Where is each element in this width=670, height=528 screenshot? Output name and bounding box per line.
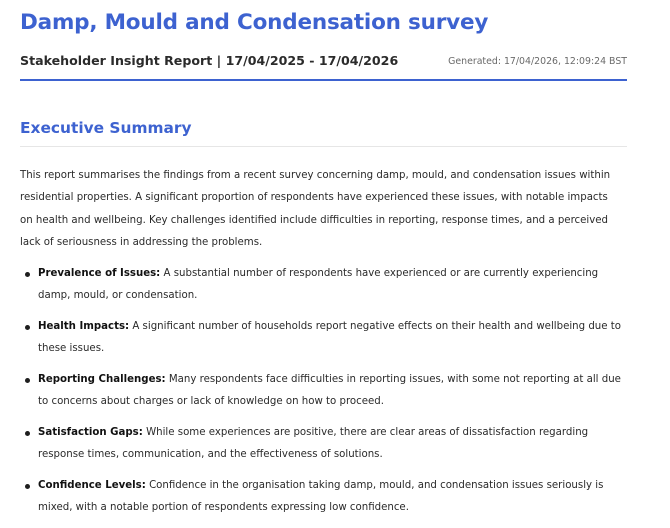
finding-label: Satisfaction Gaps: <box>38 426 143 438</box>
finding-label: Confidence Levels: <box>38 479 146 491</box>
report-date-range: Stakeholder Insight Report | 17/04/2025 - 17/04/2026 <box>20 53 399 68</box>
finding-reporting-challenges <box>20 369 627 414</box>
bullet-icon <box>25 431 30 436</box>
report-meta <box>20 53 627 71</box>
executive-summary-heading: Executive Summary <box>20 119 192 137</box>
section-divider <box>20 146 627 147</box>
finding-text: While some experiences are positive, there are clear areas of dissatisfaction regarding response times, communication, and the effectiveness of solutions. <box>38 426 589 461</box>
finding-label: Prevalence of Issues: <box>38 268 161 279</box>
bullet-icon <box>25 272 30 277</box>
generated-timestamp: Generated: 17/04/2026, 12:09:24 BST <box>448 56 627 67</box>
finding-health-impacts <box>20 316 627 361</box>
bullet-icon <box>25 325 30 330</box>
finding-text: Confidence in the organisation taking damp, mould, and condensation issues seriously is mixed, with a notable portion of respondents expressing low confidence. <box>38 479 604 514</box>
finding-text: A substantial number of respondents have experienced or are currently experiencing damp, mould, or condensation. <box>38 268 599 302</box>
bullet-icon <box>25 378 30 383</box>
finding-prevalence <box>20 263 627 308</box>
finding-confidence-levels <box>20 475 627 520</box>
finding-label: Health Impacts: <box>38 320 130 332</box>
bullet-icon <box>25 484 30 489</box>
finding-label: Reporting Challenges: <box>38 373 166 385</box>
finding-satisfaction-gaps <box>20 422 627 467</box>
report-title: Damp, Mould and Condensation survey <box>20 10 489 35</box>
finding-text: Many respondents face difficulties in reporting issues, with some not reporting at all due to concerns about charges or lack of knowledge on how to proceed. <box>38 373 621 408</box>
executive-summary-intro: This report summarises the findings from a recent survey concerning damp, mould, and condensation issues within residential properties. A significant proportion of respondents have experienced these issues, with notable impacts on health and wellbeing. Key challenges identified include difficulties in reporting, response times, and a perceived lack of seriousness in addressing the problems. <box>20 170 611 248</box>
header-divider <box>20 79 627 81</box>
finding-text: A significant number of households report negative effects on their health and wellbeing due to these issues. <box>38 320 621 355</box>
key-findings-list <box>20 263 627 528</box>
